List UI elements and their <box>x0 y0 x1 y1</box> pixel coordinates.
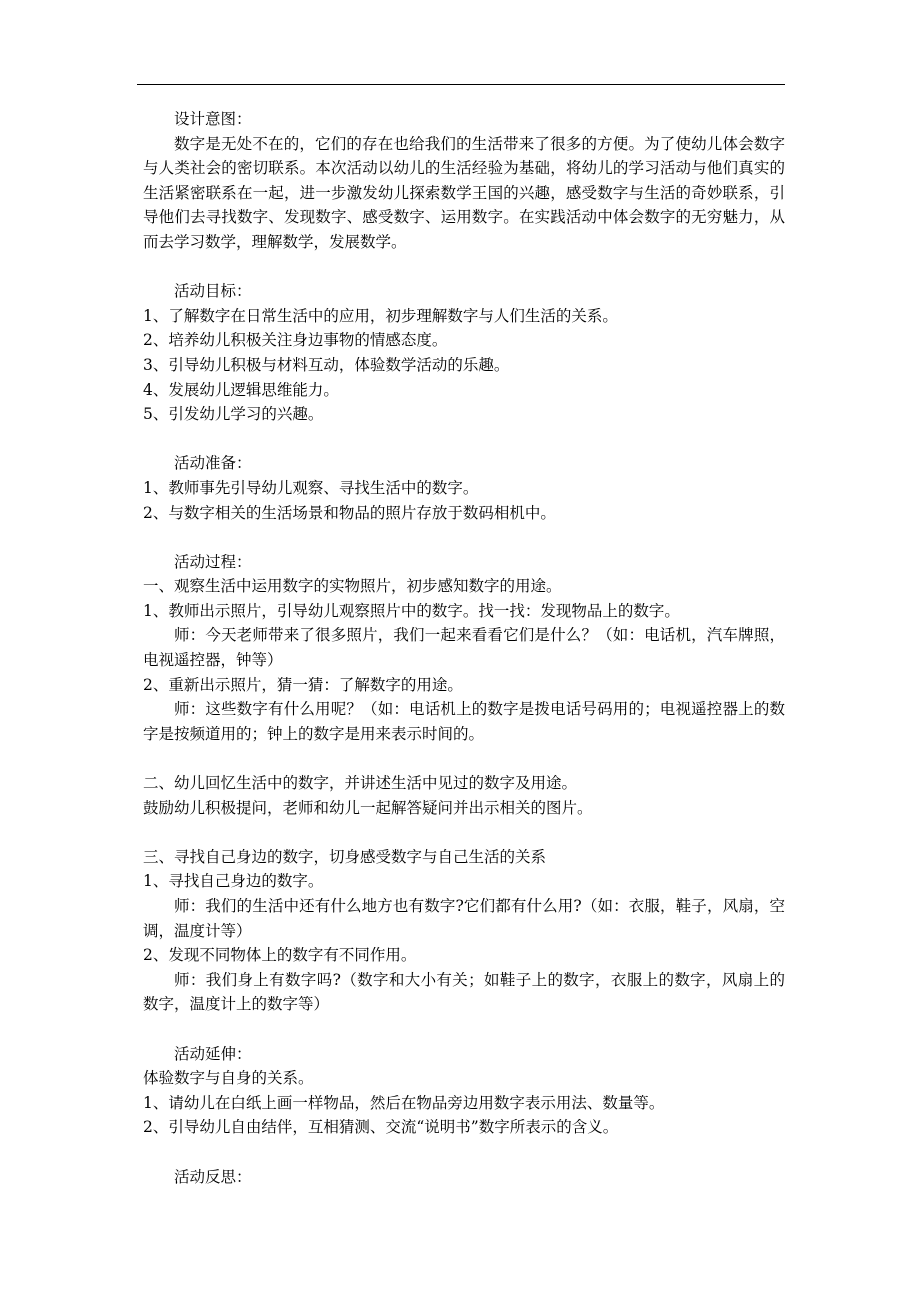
goals-heading: 活动目标： <box>174 282 252 301</box>
process-section-3-title: 三、寻找自己身边的数字，切身感受数字与自己生活的关系 <box>143 847 547 866</box>
design-paragraph: 数字是无处不在的，它们的存在也给我们的生活带来了很多的方便。为了使幼儿体会数字与人类社会的密切联系。本次活动以幼儿的生活经验为基础，将幼儿的学习活动与他们真实的生活紧密联系在一起，进一步激发幼儿探索数学王国的兴趣，感受数字与生活的奇妙联系，引导他们去寻找数字、发现数字、感受数字、运用数字。在实践活动中体会数字的无穷魅力，从而去学习数学，理解数学，发展数学。 <box>143 134 785 251</box>
process-section-1-item-2: 2、重新出示照片，猜一猜：了解数字的用途。 <box>143 675 463 694</box>
process-section-1-teacher-1: 师：今天老师带来了很多照片，我们一起来看看它们是什么？（如：电话机，汽车牌照，电视遥控器，钟等） <box>143 626 785 670</box>
extension-intro: 体验数字与自身的关系。 <box>143 1069 314 1088</box>
process-section-1-item-1: 1、教师出示照片，引导幼儿观察照片中的数字。找一找：发现物品上的数字。 <box>143 601 680 620</box>
process-section-2-text: 鼓励幼儿积极提问，老师和幼儿一起解答疑问并出示相关的图片。 <box>143 798 593 817</box>
process-heading: 活动过程： <box>174 552 252 571</box>
goal-item-1: 1、了解数字在日常生活中的应用，初步理解数字与人们生活的关系。 <box>143 306 618 325</box>
extension-item-1: 1、请幼儿在白纸上画一样物品，然后在物品旁边用数字表示用法、数量等。 <box>143 1093 665 1112</box>
extension-heading: 活动延伸： <box>174 1044 252 1063</box>
header-rule <box>137 84 785 85</box>
process-section-1-teacher-2: 师：这些数字有什么用呢？（如：电话机上的数字是拨电话号码用的；电视遥控器上的数字是按频道用的；钟上的数字是用来表示时间的。 <box>143 700 785 743</box>
reflection-heading: 活动反思： <box>174 1167 252 1186</box>
process-section-3-item-2: 2、发现不同物体上的数字有不同作用。 <box>143 946 417 965</box>
prep-item-1: 1、教师事先引导幼儿观察、寻找生活中的数字。 <box>143 478 479 497</box>
goal-item-2: 2、培养幼儿积极关注身边事物的情感态度。 <box>143 331 448 350</box>
process-section-3-teacher-1: 师：我们的生活中还有什么地方也有数字?它们都有什么用?（如：衣服，鞋子，风扇，空调，温度计等） <box>143 897 785 940</box>
process-section-1-title: 一、观察生活中运用数字的实物照片，初步感知数字的用途。 <box>143 577 562 596</box>
goal-item-4: 4、发展幼儿逻辑思维能力。 <box>143 380 339 399</box>
document-body <box>143 107 785 1189</box>
process-section-2-title: 二、幼儿回忆生活中的数字，并讲述生活中见过的数字及用途。 <box>143 774 578 793</box>
extension-item-2: 2、引导幼儿自由结伴，互相猜测、交流“说明书”数字所表示的含义。 <box>143 1118 619 1137</box>
process-section-3-teacher-2: 师：我们身上有数字吗?（数字和大小有关；如鞋子上的数字，衣服上的数字，风扇上的数字，温度计上的数字等） <box>143 970 785 1014</box>
prep-heading: 活动准备： <box>174 454 252 473</box>
goal-item-5: 5、引发幼儿学习的兴趣。 <box>143 405 324 424</box>
design-heading: 设计意图： <box>174 110 252 128</box>
process-section-3-item-1: 1、寻找自己身边的数字。 <box>143 872 324 891</box>
goal-item-3: 3、引导幼儿积极与材料互动，体验数学活动的乐趣。 <box>143 355 510 374</box>
prep-item-2: 2、与数字相关的生活场景和物品的照片存放于数码相机中。 <box>143 503 556 522</box>
